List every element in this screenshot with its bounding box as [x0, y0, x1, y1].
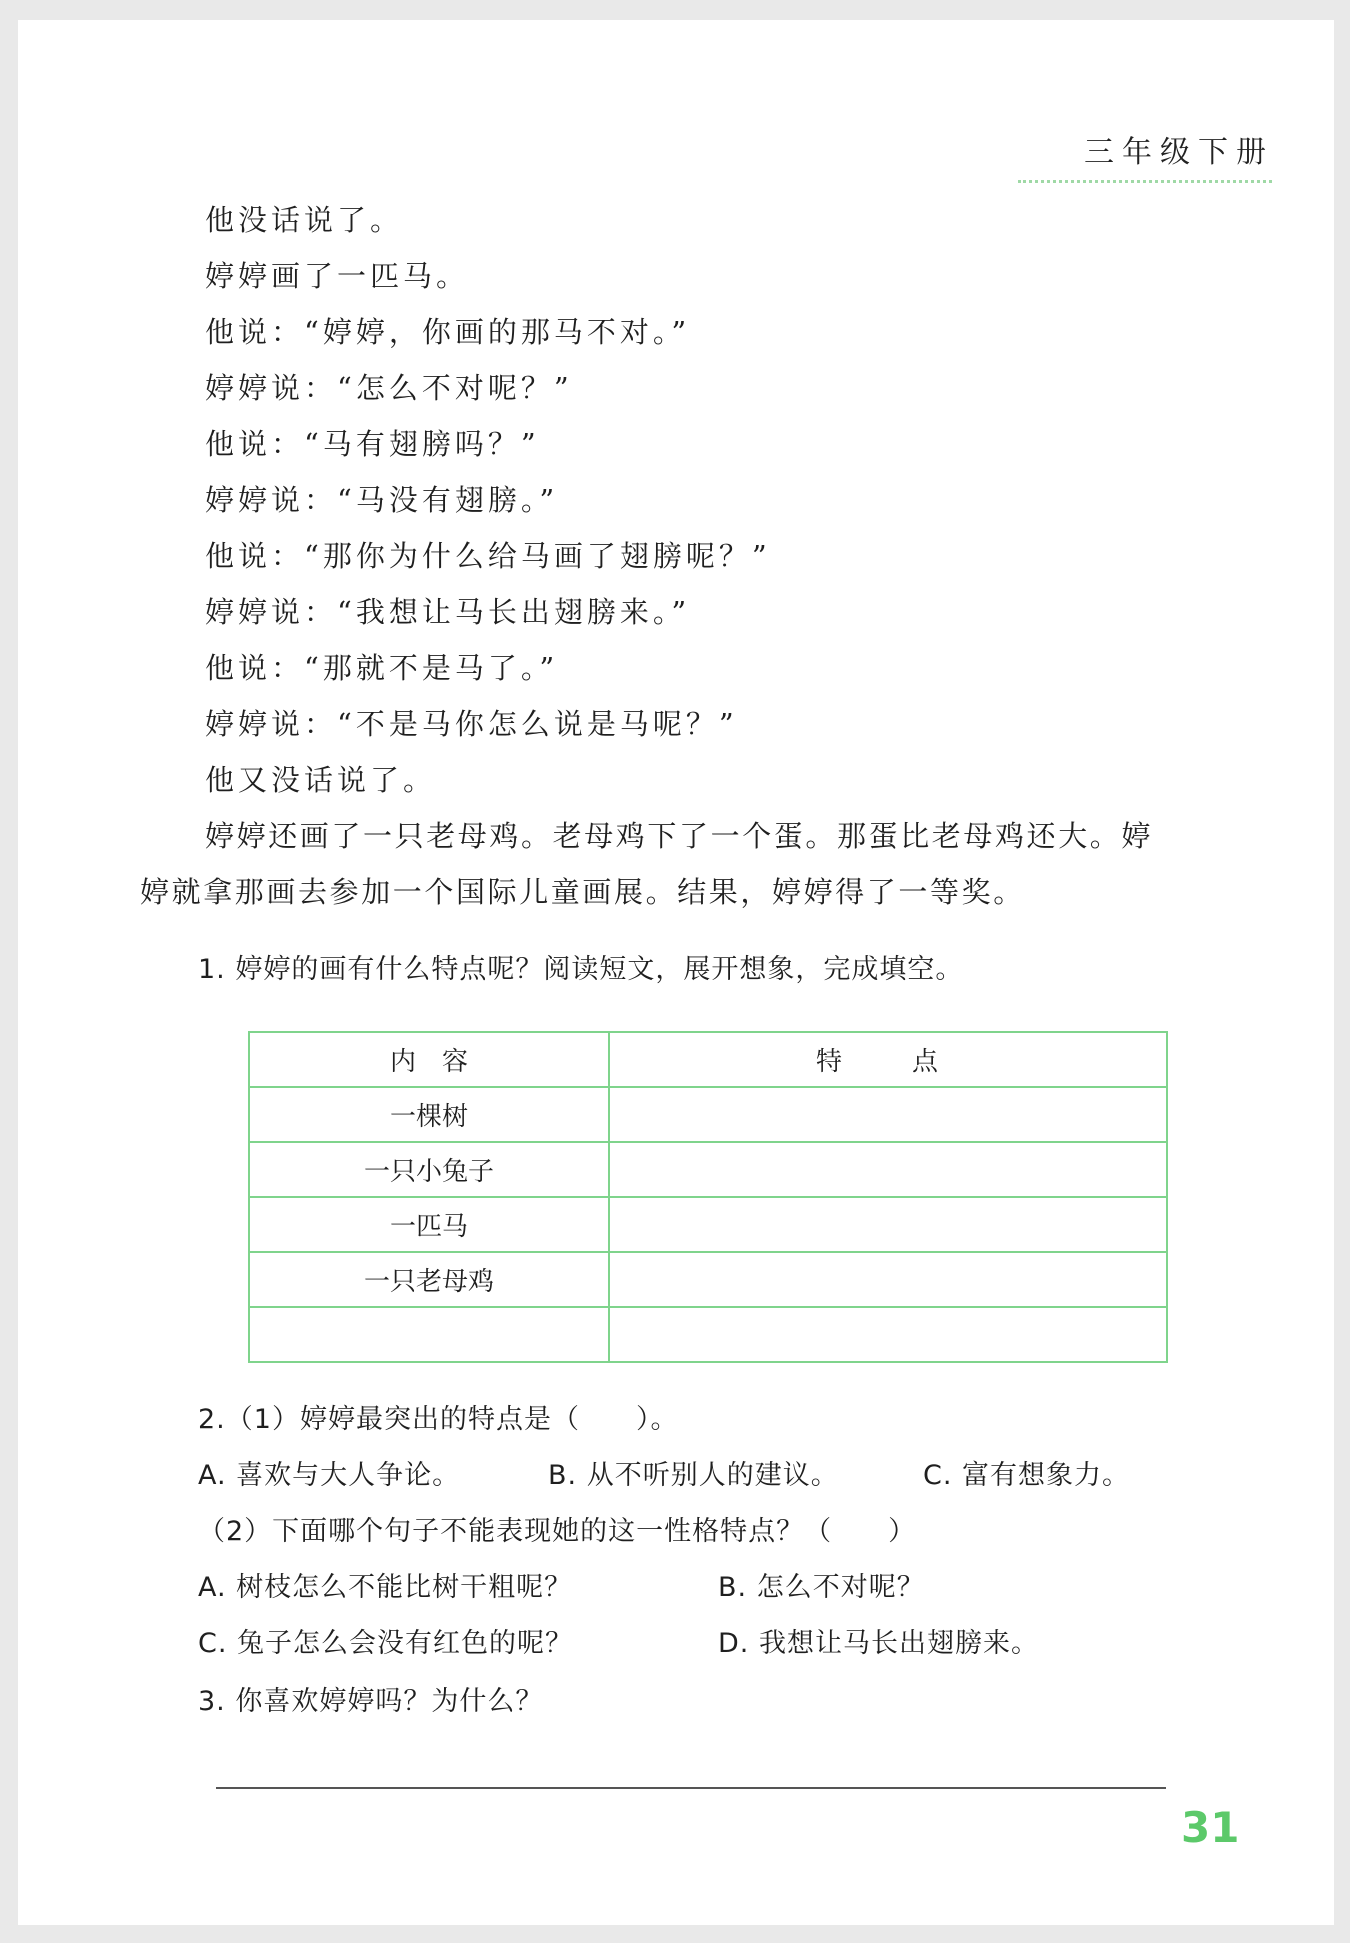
row-label: 一只老母鸡: [249, 1252, 609, 1307]
header-feature: 特 点: [609, 1032, 1167, 1087]
table-row: [249, 1307, 1167, 1362]
grade-underline: [1018, 180, 1272, 183]
table-header-row: [249, 1032, 1167, 1087]
answer-cell[interactable]: [609, 1087, 1167, 1142]
page-number: 31: [1181, 1803, 1240, 1852]
table-row: [249, 1087, 1167, 1142]
question-2-1: 2.（1）婷婷最突出的特点是（ ）。: [198, 1404, 679, 1435]
option-2-2-a: A. 树枝怎么不能比树干粗呢？: [198, 1572, 573, 1603]
story-line: 婷婷说：“我想让马长出翅膀来。”: [205, 595, 691, 629]
story-line: 他又没话说了。: [205, 763, 437, 797]
story-line: 婷婷画了一匹马。: [205, 259, 470, 293]
story-line: 他说：“那就不是马了。”: [205, 651, 559, 685]
story-line: 他说：“马有翅膀吗？”: [205, 427, 540, 461]
question-1: 1. 婷婷的画有什么特点呢？阅读短文，展开想象，完成填空。: [198, 954, 964, 985]
row-label[interactable]: [249, 1307, 609, 1362]
answer-line[interactable]: [216, 1787, 1166, 1789]
question-3: 3. 你喜欢婷婷吗？为什么？: [198, 1686, 544, 1717]
workbook-page: [18, 20, 1334, 1925]
table-row: [249, 1142, 1167, 1197]
row-label: 一匹马: [249, 1197, 609, 1252]
story-line: 婷婷说：“马没有翅膀。”: [205, 483, 559, 517]
table-row: [249, 1197, 1167, 1252]
option-2-1-b: B. 从不听别人的建议。: [548, 1460, 839, 1491]
table-row: [249, 1252, 1167, 1307]
fill-in-table: [248, 1031, 1168, 1363]
question-2-2: （2）下面哪个句子不能表现她的这一性格特点？（ ）: [198, 1516, 917, 1547]
row-label: 一棵树: [249, 1087, 609, 1142]
grade-label: 三年级下册: [1084, 135, 1274, 170]
story-line: 婷婷还画了一只老母鸡。老母鸡下了一个蛋。那蛋比老母鸡还大。婷: [205, 819, 1154, 853]
answer-cell[interactable]: [609, 1142, 1167, 1197]
answer-cell[interactable]: [609, 1252, 1167, 1307]
answer-cell[interactable]: [609, 1307, 1167, 1362]
option-2-2-d: D. 我想让马长出翅膀来。: [718, 1628, 1039, 1659]
answer-cell[interactable]: [609, 1197, 1167, 1252]
story-line: 他说：“婷婷，你画的那马不对。”: [205, 315, 691, 349]
option-2-2-c: C. 兔子怎么会没有红色的呢？: [198, 1628, 574, 1659]
story-line: 他说：“那你为什么给马画了翅膀呢？”: [205, 539, 771, 573]
row-label: 一只小兔子: [249, 1142, 609, 1197]
option-2-1-c: C. 富有想象力。: [923, 1460, 1131, 1491]
story-line: 婷婷说：“不是马你怎么说是马呢？”: [205, 707, 738, 741]
option-2-1-a: A. 喜欢与大人争论。: [198, 1460, 461, 1491]
option-2-2-b: B. 怎么不对呢？: [718, 1572, 925, 1603]
header-content: 内 容: [249, 1032, 609, 1087]
story-line: 婷就拿那画去参加一个国际儿童画展。结果，婷婷得了一等奖。: [140, 875, 1025, 909]
story-line: 他没话说了。: [205, 203, 404, 237]
story-line: 婷婷说：“怎么不对呢？”: [205, 371, 573, 405]
